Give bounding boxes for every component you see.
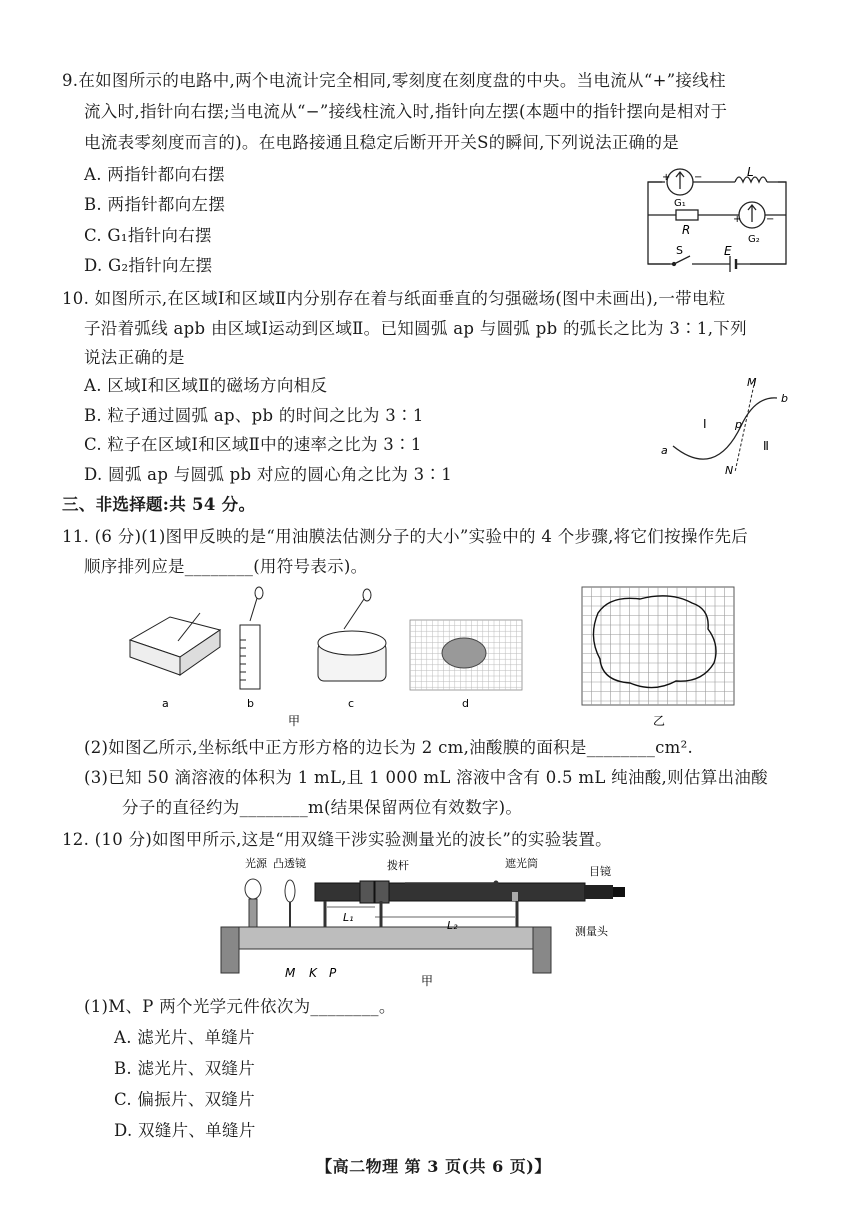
point-m: M xyxy=(747,376,757,389)
label-convex-lens: 凸透镜 xyxy=(273,857,306,870)
label-l1: L₁ xyxy=(343,911,354,924)
page-footer: 【高二物理 第 3 页(共 6 页)】 xyxy=(316,1157,551,1176)
circuit-diagram xyxy=(640,160,795,272)
label-tube: 遮光筒 xyxy=(505,857,538,870)
inductor-label: L xyxy=(747,165,754,179)
resistor-label: R xyxy=(682,223,691,237)
figure-jia-label-2: 甲 xyxy=(421,974,434,988)
step-d-label: d xyxy=(462,697,469,710)
battery-label: E xyxy=(724,244,732,258)
double-slit-apparatus xyxy=(215,855,645,990)
region-1: Ⅰ xyxy=(703,417,707,431)
label-measuring-head: 测量头 xyxy=(575,925,608,938)
q9-option-d: D. G₂指针向左摆 xyxy=(84,256,213,275)
q12-option-b: B. 滤光片、双缝片 xyxy=(114,1059,256,1078)
section-3-heading: 三、非选择题:共 54 分。 xyxy=(62,495,256,514)
q12-line1: 12. (10 分)如图甲所示,这是“用双缝干涉实验测量光的波长”的实验装置。 xyxy=(62,830,612,849)
switch-label: S xyxy=(676,244,683,257)
oil-film-steps-figure xyxy=(120,585,540,730)
q10-option-d: D. 圆弧 ap 与圆弧 pb 对应的圆心角之比为 3∶1 xyxy=(84,465,453,484)
q11-line2: 顺序排列应是________(用符号表示)。 xyxy=(84,557,368,576)
label-k: K xyxy=(309,966,317,980)
q10-option-c: C. 粒子在区域Ⅰ和区域Ⅱ中的速率之比为 3∶1 xyxy=(84,435,422,454)
g1-minus: − xyxy=(694,172,703,183)
g2-plus: + xyxy=(733,214,742,225)
g2-label: G₂ xyxy=(748,234,760,245)
q11-line1: 11. (6 分)(1)图甲反映的是“用油膜法估测分子的大小”实验中的 4 个步骤,将它们按操作先后 xyxy=(62,527,749,546)
label-eyepiece: 目镜 xyxy=(589,865,611,878)
point-b: b xyxy=(781,392,788,405)
q12-part1: (1)M、P 两个光学元件依次为________。 xyxy=(84,997,396,1016)
q9-line3: 电流表零刻度而言的)。在电路接通且稳定后断开开关S的瞬间,下列说法正确的是 xyxy=(84,133,680,152)
q11-part2: (2)如图乙所示,坐标纸中正方形方格的边长为 2 cm,油酸膜的面积是________cm². xyxy=(84,738,694,757)
g1-label: G₁ xyxy=(674,198,686,209)
q10-option-a: A. 区域Ⅰ和区域Ⅱ的磁场方向相反 xyxy=(84,376,328,395)
q12-option-d: D. 双缝片、单缝片 xyxy=(114,1121,256,1140)
point-p: p xyxy=(735,418,742,431)
g2-minus: − xyxy=(766,214,775,225)
q12-option-c: C. 偏振片、双缝片 xyxy=(114,1090,256,1109)
region-2: Ⅱ xyxy=(763,439,769,453)
q10-line3: 说法正确的是 xyxy=(84,348,185,367)
figure-jia-label: 甲 xyxy=(288,714,301,728)
step-a-label: a xyxy=(162,697,169,710)
q10-line2: 子沿着弧线 apb 由区域Ⅰ运动到区域Ⅱ。已知圆弧 ap 与圆弧 pb 的弧长之比为 3∶1,下列 xyxy=(84,319,747,338)
label-rod: 拨杆 xyxy=(387,859,409,872)
magnetic-region-diagram xyxy=(655,370,795,480)
figure-yi-label: 乙 xyxy=(653,714,666,728)
point-n: N xyxy=(725,464,734,477)
point-a: a xyxy=(661,444,668,457)
q10-line1: 10. 如图所示,在区域Ⅰ和区域Ⅱ内分别存在着与纸面垂直的匀强磁场(图中未画出),一带电粒 xyxy=(62,289,726,308)
q9-option-a: A. 两指针都向右摆 xyxy=(84,165,225,184)
oil-film-grid-figure xyxy=(580,585,740,730)
step-c-label: c xyxy=(348,697,355,710)
label-p: P xyxy=(329,966,337,980)
q9-line2: 流入时,指针向右摆;当电流从“−”接线柱流入时,指针向左摆(本题中的指针摆向是相对于 xyxy=(84,102,728,121)
q9-line1: 9.在如图所示的电路中,两个电流计完全相同,零刻度在刻度盘的中央。当电流从“+”接线柱 xyxy=(62,71,726,90)
q10-option-b: B. 粒子通过圆弧 ap、pb 的时间之比为 3∶1 xyxy=(84,406,424,425)
q9-option-c: C. G₁指针向右摆 xyxy=(84,226,212,245)
label-l2: L₂ xyxy=(447,919,458,932)
g1-plus: + xyxy=(662,172,671,183)
label-m: M xyxy=(285,966,296,980)
step-b-label: b xyxy=(247,697,254,710)
q11-part3-line1: (3)已知 50 滴溶液的体积为 1 mL,且 1 000 mL 溶液中含有 0.5 mL 纯油酸,则估算出油酸 xyxy=(84,768,768,787)
q9-option-b: B. 两指针都向左摆 xyxy=(84,195,226,214)
q12-option-a: A. 滤光片、单缝片 xyxy=(114,1028,255,1047)
label-light-source: 光源 xyxy=(245,857,267,870)
q11-part3-line2: 分子的直径约为________m(结果保留两位有效数字)。 xyxy=(122,798,523,817)
